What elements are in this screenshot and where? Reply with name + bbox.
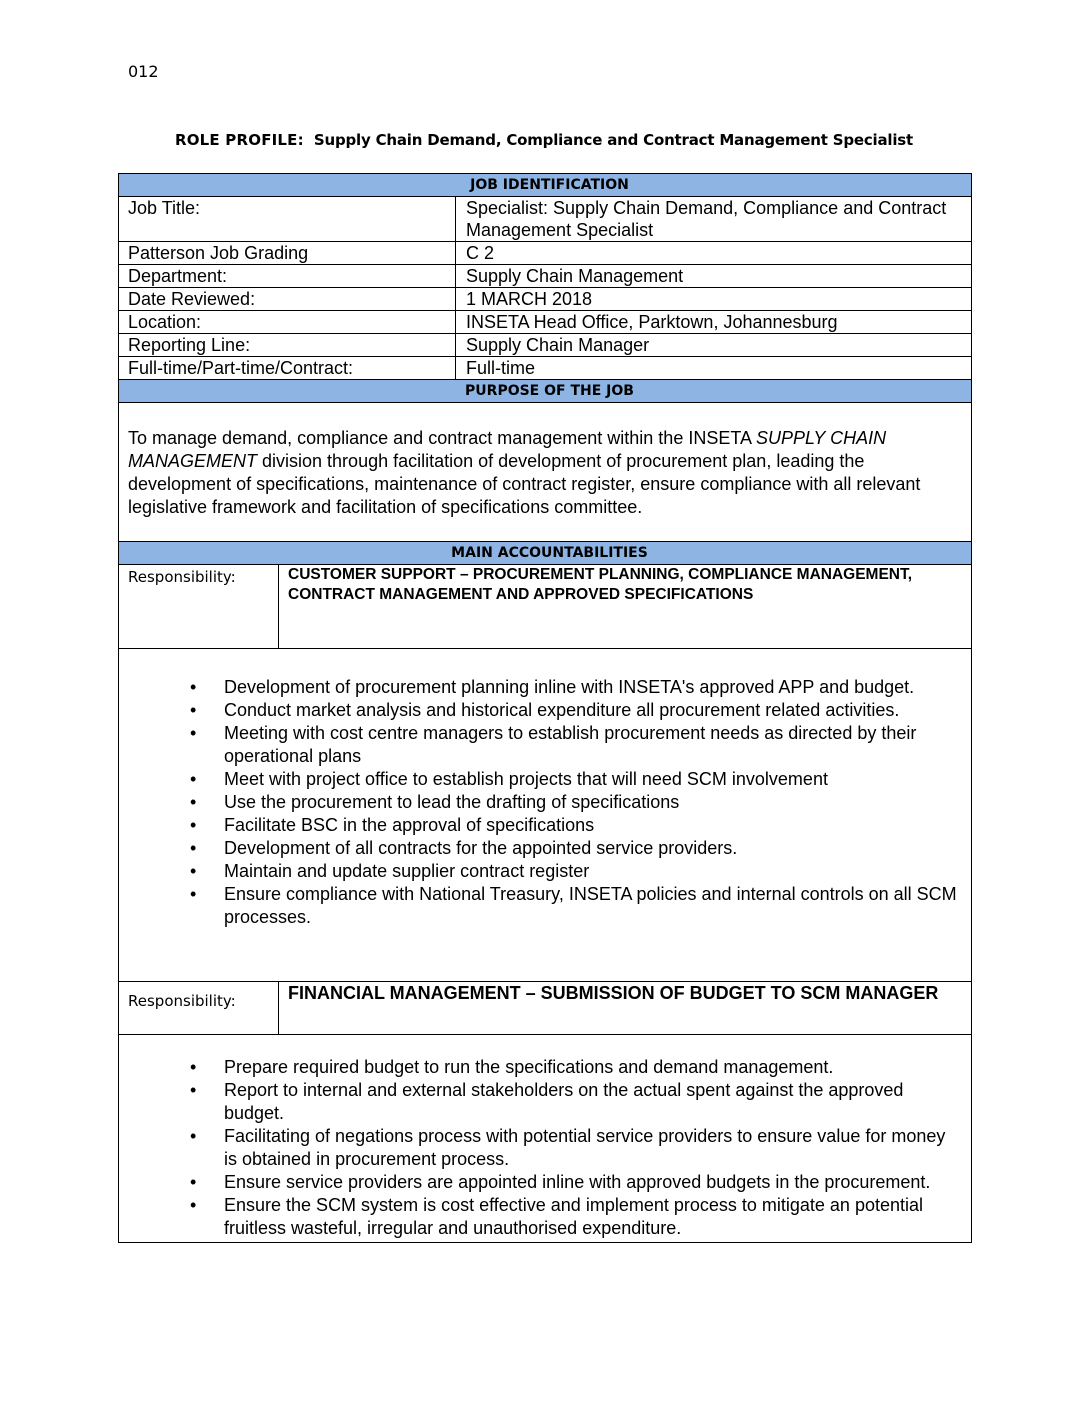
row-label: Full-time/Part-time/Contract: [119, 357, 456, 380]
table-row [119, 311, 972, 334]
list-item: • Maintain and update supplier contract register [119, 860, 971, 883]
row-value: Specialist: Supply Chain Demand, Compliance and Contract Management Specialist [456, 197, 972, 242]
responsibility-label: Responsibility: [119, 982, 279, 1035]
row-value: Supply Chain Management [456, 265, 972, 288]
responsibility-row [119, 982, 972, 1035]
table-row [119, 242, 972, 265]
list-item: • Ensure compliance with National Treasury, INSETA policies and internal controls on all SCM processes. [119, 883, 971, 929]
table-row [119, 357, 972, 380]
list-item: • Facilitate BSC in the approval of specifications [119, 814, 971, 837]
row-value: INSETA Head Office, Parktown, Johannesburg [456, 311, 972, 334]
responsibility-title: CUSTOMER SUPPORT – PROCUREMENT PLANNING, COMPLIANCE MANAGEMENT, CONTRACT MANAGEMENT AND APPROVED SPECIFICATIONS [279, 565, 972, 649]
purpose-text-end: division through facilitation of development of procurement plan, leading the development of specifications, maintenance of contract register, ensure compliance with all relevant legislative framework and facilitation of specifications committee. [128, 451, 921, 517]
responsibility-label: Responsibility: [119, 565, 279, 649]
list-item: • Report to internal and external stakeholders on the actual spent against the approved budget. [119, 1079, 971, 1125]
accountabilities-header: MAIN ACCOUNTABILITIES [119, 542, 972, 565]
row-label: Location: [119, 311, 456, 334]
list-item: • Development of procurement planning inline with INSETA's approved APP and budget. [119, 676, 971, 699]
purpose-text [119, 403, 972, 542]
responsibility-title: FINANCIAL MANAGEMENT – SUBMISSION OF BUDGET TO SCM MANAGER [279, 982, 972, 1035]
purpose-header-row [119, 380, 972, 403]
purpose-header: PURPOSE OF THE JOB [119, 380, 972, 403]
document-title-lead: ROLE PROFILE: [174, 131, 304, 149]
list-item: • Use the procurement to lead the drafting of specifications [119, 791, 971, 814]
purpose-text-emphasis: SUPPLY CHAIN MANAGEMENT [128, 428, 887, 471]
responsibility-list [119, 676, 971, 929]
row-label: Job Title: [119, 197, 456, 242]
table-row [119, 197, 972, 242]
purpose-text-start: To manage demand, compliance and contract management within the INSETA [128, 428, 757, 448]
row-label: Department: [119, 265, 456, 288]
list-item: • Conduct market analysis and historical expenditure all procurement related activities. [119, 699, 971, 722]
table-row [119, 288, 972, 311]
job-identification-header: JOB IDENTIFICATION [119, 174, 972, 197]
list-item: • Meeting with cost centre managers to establish procurement needs as directed by their operational plans [119, 722, 971, 768]
responsibility-items-row [119, 649, 972, 982]
page-number: 012 [128, 62, 159, 81]
list-item: • Meet with project office to establish projects that will need SCM involvement [119, 768, 971, 791]
row-value: 1 MARCH 2018 [456, 288, 972, 311]
role-profile-table [118, 173, 972, 1243]
row-value: Supply Chain Manager [456, 334, 972, 357]
list-item: • Development of all contracts for the appointed service providers. [119, 837, 971, 860]
table-row [119, 265, 972, 288]
responsibility-list [119, 1056, 971, 1240]
responsibility-row [119, 565, 972, 649]
row-label: Patterson Job Grading [119, 242, 456, 265]
row-value: C 2 [456, 242, 972, 265]
list-item: • Ensure service providers are appointed inline with approved budgets in the procurement. [119, 1171, 971, 1194]
table-row [119, 334, 972, 357]
row-label: Reporting Line: [119, 334, 456, 357]
list-item: • Ensure the SCM system is cost effective and implement process to mitigate an potential fruitless wasteful, irregular and unauthorised expenditure. [119, 1194, 971, 1240]
list-item: • Prepare required budget to run the specifications and demand management. [119, 1056, 971, 1079]
document-title-text: Supply Chain Demand, Compliance and Contract Management Specialist [313, 131, 914, 149]
accountabilities-header-row [119, 542, 972, 565]
list-item: • Facilitating of negations process with potential service providers to ensure value for money is obtained in procurement process. [119, 1125, 971, 1171]
document-title [0, 131, 1088, 149]
responsibility-items-cell [119, 1035, 972, 1243]
purpose-row [119, 403, 972, 542]
job-identification-header-row [119, 174, 972, 197]
row-value: Full-time [456, 357, 972, 380]
row-label: Date Reviewed: [119, 288, 456, 311]
responsibility-items-cell [119, 649, 972, 982]
responsibility-items-row [119, 1035, 972, 1243]
